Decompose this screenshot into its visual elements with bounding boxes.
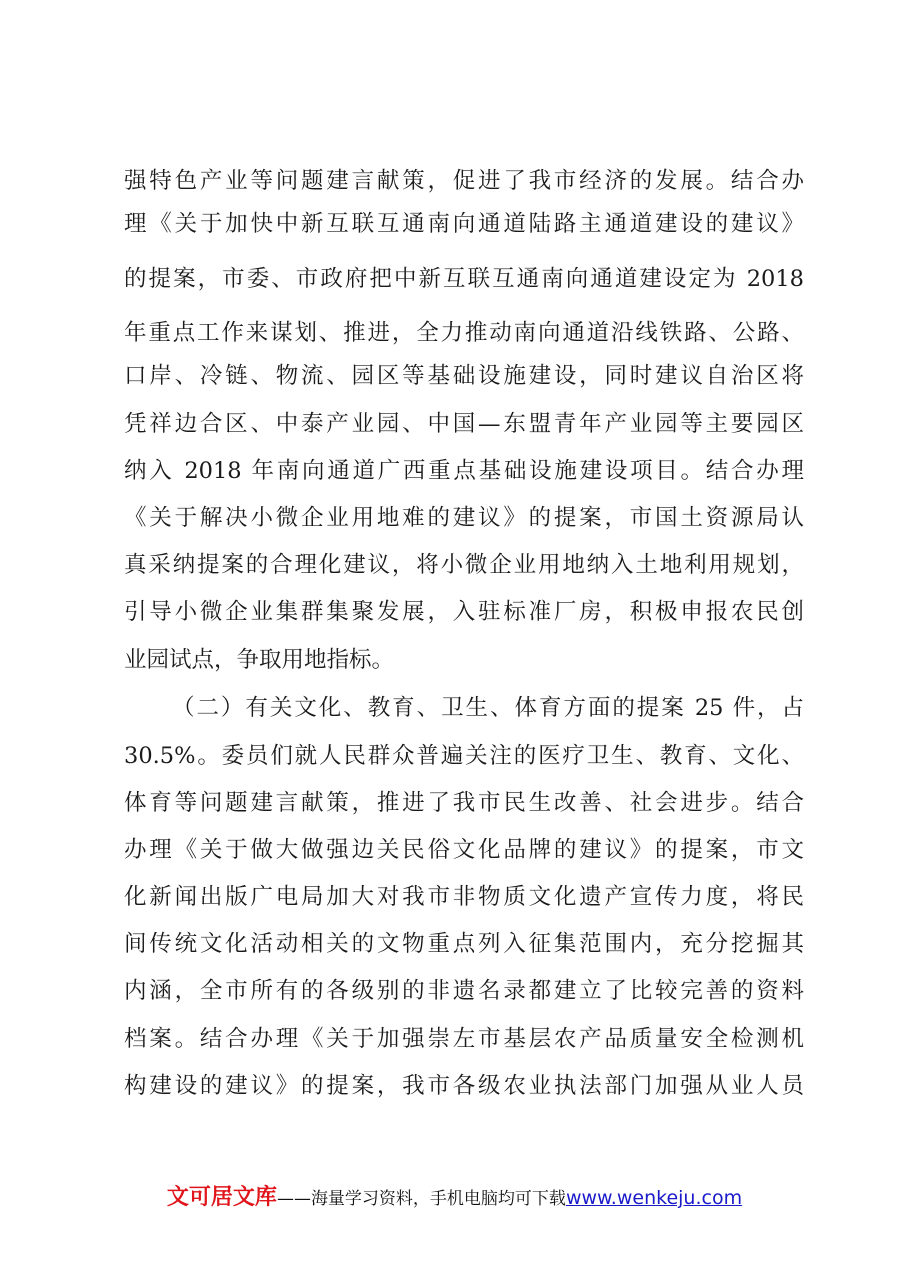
text-line: 理《关于加快中新互联互通南向通道陆路主通道建设的建议》 (124, 211, 804, 237)
text-line: 《关于解决小微企业用地难的建议》的提案，市国土资源局认 (124, 505, 804, 531)
section-heading-line: （二）有关文化、教育、卫生、体育方面的提案 25 件，占 (172, 695, 804, 721)
website-link[interactable]: www.wenkeju.com (565, 1187, 743, 1209)
text-line: 纳入 2018 年南向通道广西重点基础设施建设项目。结合办理 (124, 458, 804, 484)
text-line: 引导小微企业集群集聚发展，入驻标准厂房，积极申报农民创 (124, 599, 804, 625)
text-line: 内涵，全市所有的各级别的非遗名录都建立了比较完善的资料 (124, 978, 804, 1004)
text-line: 口岸、冷链、物流、园区等基础设施建设，同时建议自治区将 (124, 363, 804, 389)
text-line: 化新闻出版广电局加大对我市非物质文化遗产宣传力度，将民 (124, 884, 804, 910)
text-line: 真采纳提案的合理化建议，将小微企业用地纳入土地利用规划， (124, 552, 804, 578)
text-line: 体育等问题建言献策，推进了我市民生改善、社会进步。结合 (124, 790, 804, 816)
footer-banner (0, 1180, 909, 1211)
text-line: 间传统文化活动相关的文物重点列入征集范围内，充分挖掘其 (124, 931, 804, 957)
brand-name: 文可居文库 (166, 1185, 277, 1210)
text-line: 强特色产业等问题建言献策，促进了我市经济的发展。结合办 (124, 168, 804, 194)
text-line: 办理《关于做大做强边关民俗文化品牌的建议》的提案，市文 (124, 837, 804, 863)
text-line: 档案。结合办理《关于加强崇左市基层农产品质量安全检测机 (124, 1026, 804, 1052)
text-line: 凭祥边合区、中泰产业园、中国—东盟青年产业园等主要园区 (124, 411, 804, 437)
text-line: 30.5%。委员们就人民群众普遍关注的医疗卫生、教育、文化、 (124, 743, 804, 769)
text-line: 年重点工作来谋划、推进，全力推动南向通道沿线铁路、公路、 (124, 320, 804, 346)
text-line: 业园试点，争取用地指标。 (124, 647, 395, 673)
footer-slogan: ——海量学习资料，手机电脑均可下载 (276, 1189, 566, 1209)
text-line: 构建设的建议》的提案，我市各级农业执法部门加强从业人员 (124, 1073, 804, 1099)
text-line: 的提案，市委、市政府把中新互联互通南向通道建设定为 2018 (124, 266, 804, 292)
